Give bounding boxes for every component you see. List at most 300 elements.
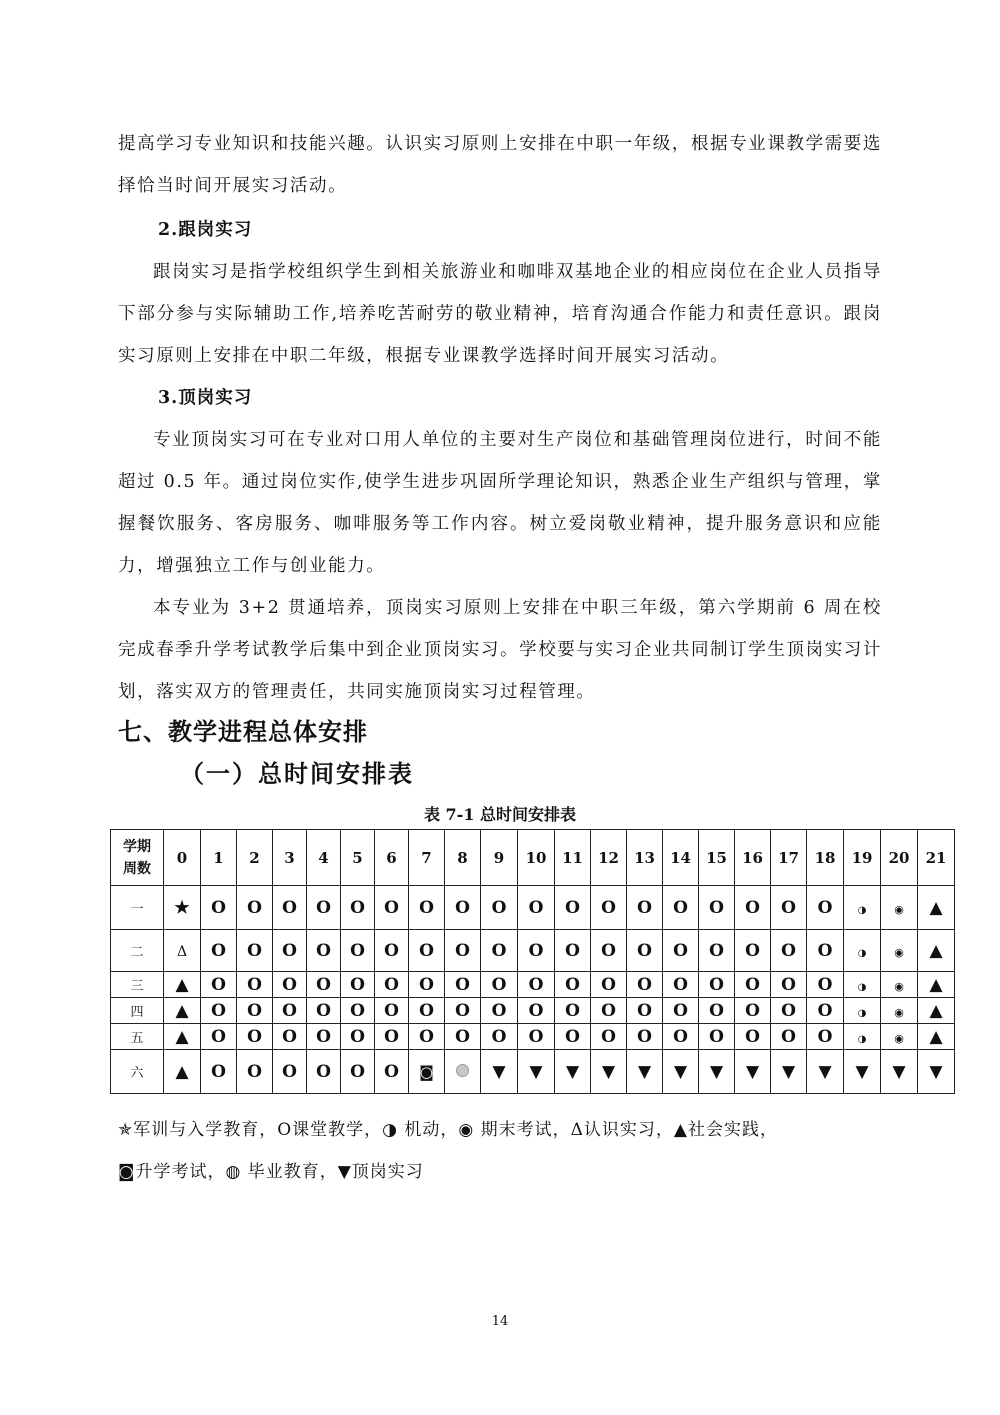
schedule-cell [771,1050,807,1094]
flexible-half-circle-icon: ◑ [857,1007,867,1019]
paragraph-3plus2-program: 本专业为 3+2 贯通培养，顶岗实习原则上安排在中职三年级，第六学期前 6 周在校完成春季升学考试教学后集中到企业顶岗实习。学校要与实习企业共同制订学生顶岗实习计划，落实双方的管理责任，共同实施顶岗实习过程管理。 [118,598,882,702]
schedule-cell [341,886,375,930]
semester-label: 一 [111,886,164,930]
schedule-cell [735,998,771,1024]
schedule-cell [409,886,445,930]
schedule-cell [237,930,273,972]
corner-header-cell [111,830,164,886]
social-practice-triangle-icon: ▲ [929,897,943,918]
week-header: 9 [481,830,518,886]
schedule-cell [164,1024,201,1050]
schedule-cell [201,972,237,998]
schedule-cell [518,1024,555,1050]
semester-label: 二 [111,930,164,972]
classroom-teaching-mark: O [637,1000,652,1021]
classroom-teaching-mark: O [491,974,507,995]
schedule-cell [481,886,518,930]
week-header: 20 [881,830,918,886]
classroom-teaching-mark: O [384,1061,399,1082]
schedule-cell [699,998,735,1024]
schedule-cell [164,1050,201,1094]
classroom-teaching-mark: O [455,1000,470,1021]
schedule-cell [307,1050,341,1094]
schedule-cell [445,1050,481,1094]
classroom-teaching-mark: O [384,940,399,961]
schedule-cell [341,998,375,1024]
schedule-cell [341,1024,375,1050]
schedule-cell [201,1050,237,1094]
classroom-teaching-mark: O [350,974,365,995]
internship-down-triangle-icon: ▼ [565,1061,580,1082]
schedule-cell [591,1024,627,1050]
flexible-half-circle-icon: ◑ [857,981,867,993]
schedule-cell [555,998,591,1024]
schedule-cell [555,1024,591,1050]
schedule-cell [881,998,918,1024]
subsection-heading: （一）总时间安排表 [180,760,414,788]
week-header: 1 [201,830,237,886]
schedule-cell [663,972,699,998]
classroom-teaching-mark: O [350,940,365,961]
classroom-teaching-mark: O [419,897,434,918]
schedule-cell [699,886,735,930]
classroom-teaching-mark: O [491,1026,507,1047]
week-header: 6 [375,830,409,886]
schedule-cell [735,1050,771,1094]
social-practice-triangle-icon: ▲ [175,1026,189,1047]
classroom-teaching-mark: O [247,1000,262,1021]
classroom-teaching-mark: O [528,974,544,995]
schedule-cell [445,886,481,930]
classroom-teaching-mark: O [528,897,544,918]
semester-label: 四 [111,998,164,1024]
social-practice-triangle-icon: ▲ [929,940,943,961]
schedule-cell [375,972,409,998]
schedule-cell [881,930,918,972]
classroom-teaching-mark: O [455,974,470,995]
schedule-cell [375,886,409,930]
classroom-teaching-mark: O [601,1026,616,1047]
semester-label: 五 [111,1024,164,1050]
classroom-teaching-mark: O [384,1000,399,1021]
classroom-teaching-mark: O [781,1026,796,1047]
legend-line-1: ✯军训与入学教育，O课堂教学，◑ 机动，◉ 期末考试，Δ认识实习，▲社会实践， [118,1120,779,1140]
classroom-teaching-mark: O [419,1026,434,1047]
schedule-cell [735,972,771,998]
classroom-teaching-mark: O [211,897,226,918]
paragraph-internship-practice: 专业顶岗实习可在专业对口用人单位的主要对生产岗位和基础管理岗位进行，时间不能超过 0.5 年。通过岗位实作,使学生进步巩固所学理论知识，熟悉企业生产组织与管理，掌握餐饮服务、客房服务、咖啡服务等工作内容。树立爱岗敬业精神，提升服务意识和应能力，增强独立工作与创业能力。 [118,430,882,576]
final-exam-bullseye-icon: ◉ [894,1031,904,1045]
semester-label: 六 [111,1050,164,1094]
classroom-teaching-mark: O [565,940,580,961]
internship-down-triangle-icon: ▼ [855,1061,869,1082]
graduation-education-dot-icon [456,1064,469,1077]
classroom-teaching-mark: O [601,974,616,995]
week-header: 11 [555,830,591,886]
internship-down-triangle-icon: ▼ [492,1061,506,1082]
schedule-cell [844,972,881,998]
schedule-cell [518,972,555,998]
week-header: 5 [341,830,375,886]
schedule-row [111,886,955,930]
schedule-row [111,998,955,1024]
classroom-teaching-mark: O [709,1000,724,1021]
classroom-teaching-mark: O [745,940,760,961]
schedule-cell [918,930,955,972]
classroom-teaching-mark: O [817,1000,833,1021]
classroom-teaching-mark: O [565,1026,580,1047]
schedule-cell [663,1050,699,1094]
heading-internship-practice: 3.顶岗实习 [158,388,253,408]
schedule-cell [881,972,918,998]
schedule-cell [555,1050,591,1094]
schedule-cell [844,1024,881,1050]
flexible-half-circle-icon: ◑ [857,904,867,916]
schedule-cell [699,1024,735,1050]
classroom-teaching-mark: O [316,1000,331,1021]
schedule-cell [375,1050,409,1094]
corner-label-weeks: 周数 [123,860,151,877]
classroom-teaching-mark: O [673,974,688,995]
schedule-cell [555,886,591,930]
schedule-cell [627,972,663,998]
schedule-cell [807,1050,844,1094]
schedule-cell [735,930,771,972]
schedule-cell [627,930,663,972]
schedule-cell [918,972,955,998]
week-header: 21 [918,830,955,886]
schedule-cell [307,886,341,930]
schedule-cell [918,998,955,1024]
table-header-row [111,830,955,886]
classroom-teaching-mark: O [282,1000,297,1021]
week-header: 7 [409,830,445,886]
classroom-teaching-mark: O [565,974,580,995]
schedule-cell [771,998,807,1024]
classroom-teaching-mark: O [709,940,724,961]
classroom-teaching-mark: O [601,940,616,961]
internship-down-triangle-icon: ▼ [745,1061,760,1082]
schedule-cell [807,930,844,972]
schedule-cell [273,930,307,972]
week-header: 8 [445,830,481,886]
schedule-cell [591,930,627,972]
paragraph-follow-post-practice: 跟岗实习是指学校组织学生到相关旅游业和咖啡双基地企业的相应岗位在企业人员指导下部分参与实际辅助工作,培养吃苦耐劳的敬业精神，培育沟通合作能力和责任意识。跟岗实习原则上安排在中职二年级，根据专业课教学选择时间开展实习活动。 [118,262,882,366]
corner-label-semester: 学期 [123,838,151,855]
schedule-cell [663,1024,699,1050]
classroom-teaching-mark: O [211,1061,226,1082]
classroom-teaching-mark: O [211,1026,226,1047]
week-header: 13 [627,830,663,886]
schedule-cell [409,972,445,998]
schedule-cell [627,1050,663,1094]
schedule-cell [273,972,307,998]
schedule-cell [555,972,591,998]
internship-down-triangle-icon: ▼ [529,1061,543,1082]
classroom-teaching-mark: O [745,897,760,918]
schedule-cell [237,1050,273,1094]
social-practice-triangle-icon: ▲ [929,1026,943,1047]
classroom-teaching-mark: O [282,1026,297,1047]
final-exam-bullseye-icon: ◉ [894,902,904,916]
week-header: 17 [771,830,807,886]
classroom-teaching-mark: O [384,897,399,918]
week-header: 14 [663,830,699,886]
classroom-teaching-mark: O [211,974,226,995]
schedule-cell [591,998,627,1024]
legend-line-2: ◙升学考试，◍ 毕业教育，▼顶岗实习 [118,1162,424,1182]
classroom-teaching-mark: O [637,940,652,961]
classroom-teaching-mark: O [709,897,724,918]
classroom-teaching-mark: O [211,940,226,961]
semester-label: 三 [111,972,164,998]
schedule-cell [237,972,273,998]
classroom-teaching-mark: O [637,974,652,995]
classroom-teaching-mark: O [384,974,399,995]
schedule-cell [445,998,481,1024]
schedule-cell [807,972,844,998]
week-header: 0 [164,830,201,886]
schedule-cell [164,886,201,930]
classroom-teaching-mark: O [455,1026,470,1047]
schedule-cell [164,998,201,1024]
schedule-cell [237,886,273,930]
classroom-teaching-mark: O [601,897,616,918]
internship-down-triangle-icon: ▼ [781,1061,796,1082]
schedule-cell [341,930,375,972]
schedule-row [111,972,955,998]
social-practice-triangle-icon: ▲ [175,1000,189,1021]
schedule-cell [591,886,627,930]
classroom-teaching-mark: O [282,974,297,995]
classroom-teaching-mark: O [637,1026,652,1047]
schedule-cell [201,1024,237,1050]
classroom-teaching-mark: O [565,1000,580,1021]
classroom-teaching-mark: O [673,940,688,961]
classroom-teaching-mark: O [673,897,688,918]
flexible-half-circle-icon: ◑ [857,1033,867,1045]
classroom-teaching-mark: O [817,1026,833,1047]
schedule-cell [663,998,699,1024]
schedule-cell [375,1024,409,1050]
schedule-cell [844,1050,881,1094]
schedule-cell [555,930,591,972]
internship-down-triangle-icon: ▼ [673,1061,688,1082]
classroom-teaching-mark: O [384,1026,399,1047]
classroom-teaching-mark: O [282,940,297,961]
social-practice-triangle-icon: ▲ [175,1061,189,1082]
schedule-cell [273,886,307,930]
schedule-cell [273,998,307,1024]
schedule-cell [844,930,881,972]
schedule-cell [307,972,341,998]
schedule-cell [237,1024,273,1050]
schedule-cell [591,972,627,998]
schedule-row [111,930,955,972]
schedule-cell [518,1050,555,1094]
week-header: 18 [807,830,844,886]
classroom-teaching-mark: O [316,940,331,961]
classroom-teaching-mark: O [419,1000,434,1021]
classroom-teaching-mark: O [419,974,434,995]
final-exam-bullseye-icon: ◉ [894,979,904,993]
schedule-cell [771,1024,807,1050]
schedule-cell [201,998,237,1024]
week-header: 19 [844,830,881,886]
schedule-cell [699,1050,735,1094]
schedule-cell [445,1024,481,1050]
schedule-cell [735,1024,771,1050]
schedule-cell [307,1024,341,1050]
classroom-teaching-mark: O [350,1000,365,1021]
internship-down-triangle-icon: ▼ [709,1061,724,1082]
social-practice-triangle-icon: ▲ [175,974,189,995]
classroom-teaching-mark: O [745,1000,760,1021]
schedule-cell [627,1024,663,1050]
classroom-teaching-mark: O [781,897,796,918]
classroom-teaching-mark: O [455,897,470,918]
schedule-cell [518,886,555,930]
schedule-cell [201,930,237,972]
schedule-cell [164,930,201,972]
classroom-teaching-mark: O [673,1026,688,1047]
schedule-cell [445,930,481,972]
schedule-cell [201,886,237,930]
schedule-cell [341,1050,375,1094]
schedule-cell [481,1050,518,1094]
classroom-teaching-mark: O [419,940,434,961]
week-header: 15 [699,830,735,886]
classroom-teaching-mark: O [247,1026,262,1047]
classroom-teaching-mark: O [637,897,652,918]
schedule-row [111,1050,955,1094]
internship-down-triangle-icon: ▼ [929,1061,943,1082]
schedule-cell [844,886,881,930]
schedule-cell [627,886,663,930]
schedule-cell [881,886,918,930]
classroom-teaching-mark: O [350,1026,365,1047]
schedule-cell [918,1024,955,1050]
schedule-cell [164,972,201,998]
schedule-cell [663,886,699,930]
schedule-cell [237,998,273,1024]
schedule-cell [481,998,518,1024]
final-exam-bullseye-icon: ◉ [894,945,904,959]
classroom-teaching-mark: O [528,1026,544,1047]
schedule-cell [375,998,409,1024]
schedule-cell [771,886,807,930]
classroom-teaching-mark: O [528,940,544,961]
internship-down-triangle-icon: ▼ [818,1061,832,1082]
schedule-row [111,1024,955,1050]
schedule-cell [807,1024,844,1050]
schedule-cell [735,886,771,930]
schedule-cell [699,930,735,972]
schedule-cell [518,998,555,1024]
schedule-cell [591,1050,627,1094]
schedule-cell [409,930,445,972]
internship-down-triangle-icon: ▼ [892,1061,906,1082]
page-number: 14 [491,1314,509,1329]
schedule-cell [481,972,518,998]
week-header: 2 [237,830,273,886]
social-practice-triangle-icon: ▲ [929,974,943,995]
schedule-cell [481,930,518,972]
social-practice-triangle-icon: ▲ [929,1000,943,1021]
classroom-teaching-mark: O [491,940,507,961]
classroom-teaching-mark: O [491,897,507,918]
classroom-teaching-mark: O [455,940,470,961]
recognition-practice-delta-icon: Δ [176,943,188,960]
week-header: 12 [591,830,627,886]
schedule-cell [918,1050,955,1094]
schedule-cell [445,972,481,998]
military-training-star-icon: ★ [174,897,190,918]
week-header: 4 [307,830,341,886]
schedule-cell [844,998,881,1024]
classroom-teaching-mark: O [781,974,796,995]
classroom-teaching-mark: O [817,897,833,918]
schedule-cell [699,972,735,998]
classroom-teaching-mark: O [247,897,262,918]
schedule-cell [375,930,409,972]
classroom-teaching-mark: O [247,974,262,995]
schedule-cell [481,1024,518,1050]
final-exam-bullseye-icon: ◉ [894,1005,904,1019]
schedule-table [110,829,955,1094]
classroom-teaching-mark: O [745,974,760,995]
schedule-cell [307,930,341,972]
classroom-teaching-mark: O [316,1026,331,1047]
week-header: 16 [735,830,771,886]
classroom-teaching-mark: O [781,1000,796,1021]
classroom-teaching-mark: O [817,974,833,995]
flexible-half-circle-icon: ◑ [857,947,867,959]
classroom-teaching-mark: O [709,1026,724,1047]
classroom-teaching-mark: O [316,1061,331,1082]
classroom-teaching-mark: O [350,897,365,918]
week-header: 10 [518,830,555,886]
classroom-teaching-mark: O [282,897,297,918]
classroom-teaching-mark: O [316,974,331,995]
week-header: 3 [273,830,307,886]
classroom-teaching-mark: O [673,1000,688,1021]
schedule-cell [627,998,663,1024]
heading-follow-post-practice: 2.跟岗实习 [158,220,253,240]
schedule-cell [771,972,807,998]
schedule-cell [771,930,807,972]
classroom-teaching-mark: O [316,897,331,918]
classroom-teaching-mark: O [528,1000,544,1021]
classroom-teaching-mark: O [350,1061,365,1082]
schedule-cell [409,1024,445,1050]
classroom-teaching-mark: O [565,897,580,918]
classroom-teaching-mark: O [745,1026,760,1047]
classroom-teaching-mark: O [247,940,262,961]
schedule-cell [409,998,445,1024]
classroom-teaching-mark: O [211,1000,226,1021]
internship-down-triangle-icon: ▼ [601,1061,616,1082]
schedule-cell [273,1050,307,1094]
schedule-cell [273,1024,307,1050]
classroom-teaching-mark: O [601,1000,616,1021]
section-heading: 七、教学进程总体安排 [118,718,368,746]
schedule-cell [807,998,844,1024]
schedule-cell [881,1024,918,1050]
classroom-teaching-mark: O [491,1000,507,1021]
schedule-cell [807,886,844,930]
schedule-cell [663,930,699,972]
